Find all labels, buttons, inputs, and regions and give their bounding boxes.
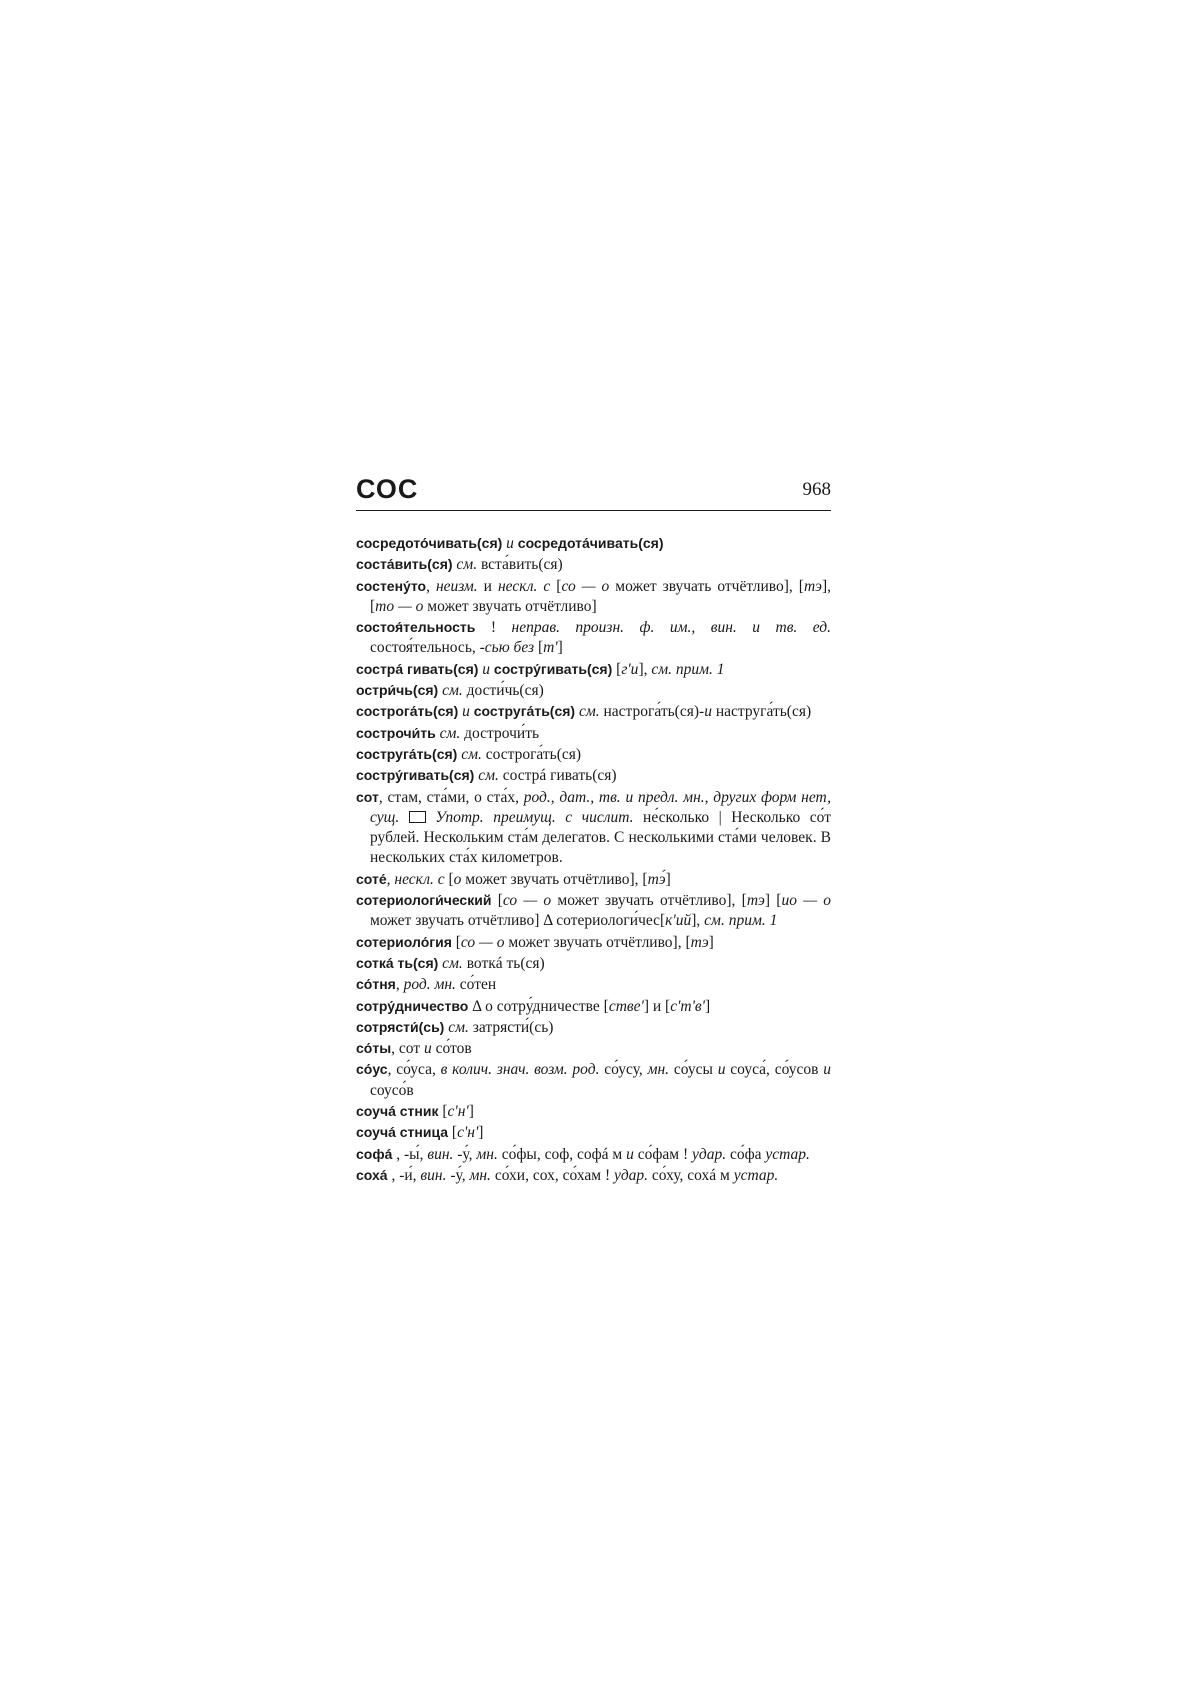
grammar-label: тэ	[746, 892, 765, 910]
entry-text: со́хи, сох, со́хам !	[490, 1166, 614, 1184]
entry-text: ,	[386, 870, 395, 888]
headword: софá	[356, 1145, 397, 1162]
grammar-label: мн.	[469, 1166, 491, 1184]
entry-text	[399, 809, 409, 826]
headword: соучá стница	[356, 1124, 449, 1141]
entry-text: может звучать отчётливо], [	[609, 577, 804, 595]
entry-text: ],	[638, 660, 652, 678]
running-head	[356, 472, 831, 511]
entry-text: со́усу,	[599, 1061, 648, 1079]
entry-text: ]	[478, 1124, 484, 1142]
head-word: СОС	[356, 474, 419, 504]
grammar-label: к'ий	[665, 912, 692, 930]
headword: сотериологи́ческий	[356, 892, 492, 909]
grammar-label: неправ. произн. ф. им., вин. и тв. ед.	[511, 619, 831, 637]
entry-text: [	[444, 870, 454, 888]
entry-text: ]	[557, 639, 563, 657]
grammar-label: см.	[435, 724, 461, 742]
grammar-label: ио — о	[781, 892, 831, 910]
entry-text: вста́вить(ся)	[477, 556, 563, 574]
entry-text: !	[475, 619, 512, 637]
entry-text: -у́,	[453, 1145, 477, 1163]
grammar-label: удар.	[692, 1145, 727, 1163]
entry-text: со́фы, соф, софá м	[497, 1145, 627, 1163]
grammar-label: нескл. с	[394, 870, 445, 888]
headword: соучá стник	[356, 1103, 439, 1120]
dictionary-entry	[356, 1059, 831, 1101]
dictionary-entry	[356, 554, 831, 575]
grammar-label: Употр. преимущ. с числит.	[435, 808, 634, 826]
entry-text: ] и [	[643, 997, 671, 1015]
grammar-label: о	[453, 870, 462, 888]
entry-text: настрога́ть(ся)-	[599, 703, 705, 721]
entry-list	[356, 533, 831, 1186]
grammar-label: и	[423, 1040, 432, 1058]
headword: со́ты	[356, 1040, 392, 1057]
grammar-label: см.	[457, 745, 482, 763]
entry-text: -у́,	[446, 1166, 470, 1184]
grammar-label: удар.	[613, 1166, 649, 1184]
grammar-label: со — о	[460, 933, 505, 951]
entry-text: ], [	[370, 577, 832, 615]
entry-text: затрясти́(сь)	[468, 1018, 554, 1036]
grammar-label: см.	[575, 703, 600, 721]
grammar-label: род. мн.	[403, 976, 456, 994]
headword: сосредота́чивать(ся)	[517, 535, 664, 551]
grammar-label: т'	[543, 639, 558, 657]
entry-text: ],	[691, 912, 705, 930]
entry-text: [	[448, 1124, 458, 1142]
dictionary-entry	[356, 765, 831, 786]
entry-text: со́фам !	[633, 1145, 693, 1163]
entry-text: может звучать отчётливо], [	[551, 892, 747, 910]
grammar-label: тэ	[803, 577, 822, 595]
entry-text: со́ху, сохá м	[648, 1166, 734, 1184]
headword: со́тня	[356, 976, 396, 993]
grammar-label: вин.	[427, 1145, 454, 1163]
grammar-label: нескл. с	[497, 577, 551, 595]
entry-text: , -ы́,	[396, 1145, 428, 1163]
entry-text: со́фа	[726, 1145, 766, 1163]
entry-text: может звучать отчётливо]	[423, 597, 597, 615]
headword: сотрясти́(сь)	[356, 1018, 445, 1035]
grammar-label: род., дат., тв. и предл. мн., других форм нет, сущ.	[370, 788, 831, 826]
entry-text: дости́чь(ся)	[462, 682, 544, 700]
grammar-label: с'т'в'	[670, 997, 705, 1015]
grammar-label: мн.	[647, 1061, 670, 1079]
entry-text: ,	[426, 577, 436, 595]
dictionary-entry	[356, 890, 831, 932]
entry-text: ]	[708, 933, 714, 951]
dictionary-entry	[356, 869, 831, 890]
headword: соструга́ть(ся)	[473, 703, 576, 720]
dictionary-entry	[356, 953, 831, 974]
grammar-label: см. прим. 1	[651, 660, 725, 678]
entry-text: ]	[665, 870, 671, 888]
entry-text: не́сколько | Несколько со́т рублей. Нескольким ста́м делегатов. С несколькими ста́ми человек. В нескольких ста́х километров.	[370, 808, 831, 867]
headword: соткá ть(ся)	[356, 954, 439, 971]
headword: сострочи́ть	[356, 724, 436, 741]
entry-text: , -и́,	[391, 1166, 421, 1184]
headword: сотериоло́гия	[356, 933, 452, 950]
grammar-label: тэ	[690, 933, 709, 951]
entry-text: может звучать отчётливо] Δ сотериологи́чес[	[370, 912, 666, 930]
dictionary-entry	[356, 932, 831, 953]
dictionary-entry	[356, 1038, 831, 1059]
entry-text: может звучать отчётливо], [	[461, 870, 648, 888]
grammar-label: и	[478, 660, 494, 678]
entry-text: наструга́ть(ся)	[711, 703, 812, 721]
grammar-label: в колич. знач. возм. род.	[440, 1061, 600, 1079]
entry-text: со́тов	[431, 1040, 472, 1058]
grammar-label: см.	[452, 556, 478, 574]
grammar-label: г'и	[621, 660, 639, 678]
entry-text: воткá ть(ся)	[462, 954, 545, 972]
headword: со́ус	[356, 1061, 388, 1078]
headword: соструга́ть(ся)	[356, 745, 458, 762]
grammar-label: устар.	[733, 1166, 779, 1184]
grammar-label: мн.	[476, 1145, 498, 1163]
entry-text: [	[438, 1103, 448, 1121]
grammar-label: с'н'	[457, 1124, 479, 1142]
entry-text: [	[491, 892, 503, 910]
entry-text: может звучать отчётливо], [	[504, 933, 691, 951]
entry-text: [	[534, 639, 544, 657]
headword: сотру́дничество	[356, 997, 469, 1014]
entry-text: дострочи́ть	[460, 724, 540, 742]
dictionary-entry	[356, 1144, 831, 1165]
entry-text	[426, 809, 436, 826]
grammar-label: стве'	[608, 997, 644, 1015]
entry-text: со́тен	[455, 976, 497, 994]
grammar-label: и	[502, 535, 518, 552]
headword: сострога́ть(ся)	[356, 703, 459, 720]
entry-text: ]	[704, 997, 711, 1015]
dictionary-entry	[356, 576, 831, 618]
dictionary-entry	[356, 533, 831, 554]
grammar-label: со — о	[502, 892, 552, 910]
dictionary-entry	[356, 787, 831, 869]
dictionary-entry	[356, 701, 831, 722]
headword: состену́то	[356, 577, 427, 594]
entry-text: сострá гивать(ся)	[498, 767, 617, 785]
entry-text: [	[612, 660, 622, 678]
headword: состру́гивать(ся)	[356, 767, 475, 784]
grammar-label: то — о	[375, 597, 424, 615]
entry-text: Δ о сотру́дничестве [	[468, 997, 609, 1015]
grammar-label: см.	[444, 1018, 469, 1036]
headword: соте́	[356, 870, 387, 887]
dictionary-entry	[356, 723, 831, 744]
dictionary-entry	[356, 744, 831, 765]
grammar-label: тэ́	[647, 870, 666, 888]
headword: сот	[356, 788, 379, 805]
headword: сострá гивать(ся)	[356, 660, 479, 677]
headword: сохá	[356, 1166, 392, 1183]
page-number: 968	[802, 479, 831, 500]
entry-text: ,	[395, 976, 404, 994]
entry-text: , сот	[391, 1040, 424, 1058]
grammar-label: и	[823, 1061, 831, 1079]
grammar-label: с'н'	[447, 1103, 469, 1121]
dictionary-entry	[356, 617, 831, 659]
grammar-label: -сью без	[479, 639, 535, 657]
grammar-label: и	[704, 703, 712, 721]
dictionary-entry	[356, 1017, 831, 1038]
entry-text: , со́уса,	[387, 1061, 441, 1079]
grammar-label: см.	[438, 954, 463, 972]
headword: сосредото́чивать(ся)	[356, 535, 503, 551]
grammar-label: и	[717, 1061, 726, 1079]
grammar-label: устар.	[765, 1145, 810, 1163]
grammar-label: вин.	[420, 1166, 447, 1184]
entry-text: со́усы	[669, 1061, 718, 1079]
entry-text: ] [	[764, 892, 782, 910]
grammar-label: см. прим. 1	[704, 912, 778, 930]
entry-text: [	[550, 577, 562, 595]
usage-box-icon	[409, 811, 426, 823]
entry-text: ]	[468, 1103, 474, 1121]
dictionary-entry	[356, 996, 831, 1017]
grammar-label: со — о	[561, 577, 610, 595]
dictionary-entry	[356, 974, 831, 995]
dictionary-entry	[356, 659, 831, 680]
entry-text: соусо́в	[370, 1081, 414, 1099]
headword: состру́гивать(ся)	[493, 660, 613, 677]
entry-text: сострога́ть(ся)	[481, 745, 582, 763]
dictionary-entry	[356, 680, 831, 701]
grammar-label: и	[458, 703, 474, 721]
headword: остри́чь(ся)	[356, 682, 439, 699]
entry-text: состоя́тельнось,	[370, 639, 480, 657]
headword: состоя́тельность	[356, 619, 476, 636]
entry-text: , стам, ста́ми, о ста́х,	[378, 788, 524, 806]
grammar-label: см.	[438, 682, 463, 700]
entry-text: [	[451, 933, 461, 951]
grammar-label: см.	[474, 767, 499, 785]
dictionary-entry	[356, 1165, 831, 1186]
headword: соста́вить(ся)	[356, 556, 453, 573]
entry-text: и	[477, 577, 498, 595]
grammar-label: неизм.	[435, 577, 478, 595]
entry-text: соуса́, со́усов	[725, 1061, 824, 1079]
dictionary-page	[356, 472, 831, 1186]
grammar-label: и	[626, 1145, 634, 1163]
dictionary-entry	[356, 1101, 831, 1122]
dictionary-entry	[356, 1122, 831, 1143]
